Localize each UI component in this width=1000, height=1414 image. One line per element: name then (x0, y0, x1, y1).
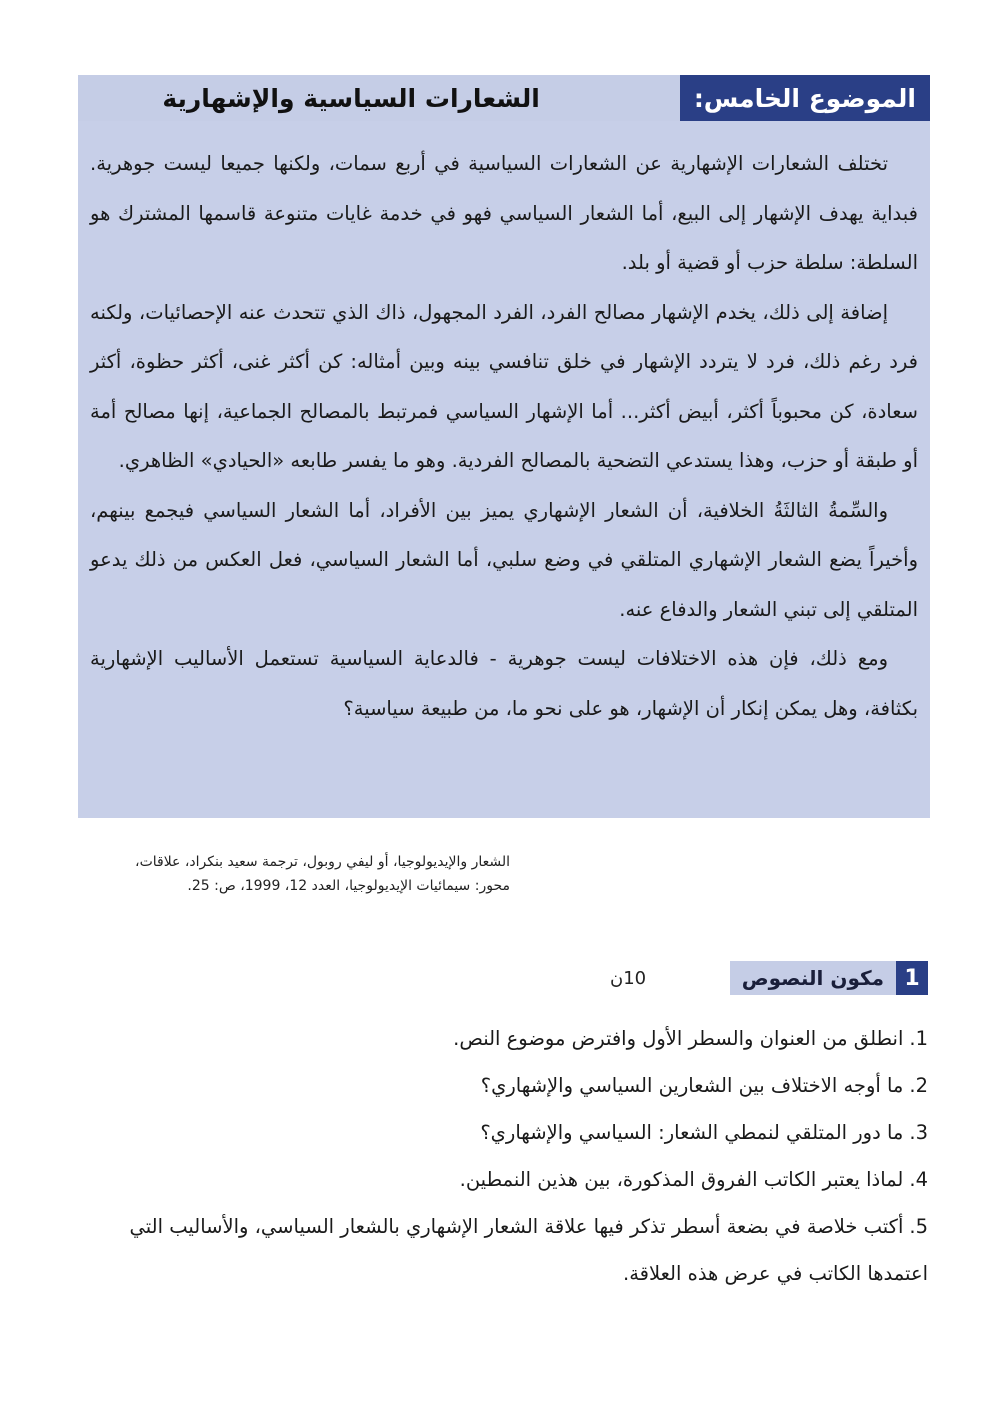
questions-list (68, 1015, 928, 1297)
question-item (68, 1015, 928, 1062)
section-header (730, 961, 928, 995)
paragraph: إضافة إلى ذلك، يخدم الإشهار مصالح الفرد، الفرد المجهول، ذاك الذي تتحدث عنه الإحصائيات، ولكنه فرد رغم ذلك، فرد لا يتردد الإشهار في خلق تنافسي بينه وبين أمثاله: كن أكثر غنى، أكثر حظوة، أكثر سعادة، كن محبوباً أكثر، أبيض أكثر... أما الإشهار السياسي فمرتبط بالمصالح الجماعية، إنها مصالح أمة أو طبقة أو حزب، وهذا يستدعي التضحية بالمصالح الفردية. وهو ما يفسر طابعه «الحيادي» الظاهري. (90, 300, 918, 472)
source-citation (80, 850, 510, 898)
section-points: 10ن (610, 968, 647, 989)
source-line: محور: سيمائيات الإيديولوجيا، العدد 12، 1999، ص: 25. (187, 878, 510, 894)
question-number: 2. (909, 1074, 928, 1097)
question-text: لماذا يعتبر الكاتب الفروق المذكورة، بين هذين النمطين. (459, 1168, 904, 1191)
reading-text-box (78, 121, 930, 818)
question-text: ما دور المتلقي لنمطي الشعار: السياسي والإشهاري؟ (480, 1121, 904, 1144)
page-title: الشعارات السياسية والإشهارية (162, 83, 540, 113)
paragraph: تختلف الشعارات الإشهارية عن الشعارات السياسية في أربع سمات، ولكنها جميعا ليست جوهرية. فبداية يهدف الإشهار إلى البيع، أما الشعار السياسي فهو في خدمة غايات متنوعة قاسمها المشترك هو السلطة: سلطة حزب أو قضية أو بلد. (90, 152, 918, 274)
question-number: 3. (909, 1121, 928, 1144)
question-text: ما أوجه الاختلاف بين الشعارين السياسي والإشهاري؟ (480, 1074, 904, 1097)
question-item (68, 1109, 928, 1156)
title-bar (78, 75, 930, 121)
question-number: 1. (909, 1027, 928, 1050)
question-item (68, 1062, 928, 1109)
question-number: 4. (909, 1168, 928, 1191)
paragraph: والسِّمةُ الثالثَةُ الخلافية، أن الشعار الإشهاري يميز بين الأفراد، أما الشعار السياسي فيجمع بينهم، وأخيراً يضع الشعار الإشهاري المتلقي في وضع سلبي، أما الشعار السياسي، فعل العكس من ذلك يدعو المتلقي إلى تبني الشعار والدفاع عنه. (90, 498, 918, 621)
topic-label: الموضوع الخامس: (680, 75, 930, 121)
source-line: الشعار والإيديولوجيا، أو ليفي روبول، ترجمة سعيد بنكراد، علاقات، (135, 854, 510, 870)
question-text: انطلق من العنوان والسطر الأول وافترض موضوع النص. (453, 1027, 904, 1050)
question-item (68, 1156, 928, 1203)
question-number: 5. (909, 1215, 928, 1238)
question-text: أكتب خلاصة في بضعة أسطر تذكر فيها علاقة الشعار الإشهاري بالشعار السياسي، والأساليب التي اعتمدها الكاتب في عرض هذه العلاقة. (129, 1215, 928, 1285)
question-item (68, 1203, 928, 1297)
section-title: مكون النصوص (730, 961, 896, 995)
paragraph: ومع ذلك، فإن هذه الاختلافات ليست جوهرية - فالدعاية السياسية تستعمل الأساليب الإشهارية بكثافة، وهل يمكن إنكار أن الإشهار، هو على نحو ما، من طبيعة سياسية؟ (90, 647, 918, 720)
section-number: 1 (896, 961, 928, 995)
